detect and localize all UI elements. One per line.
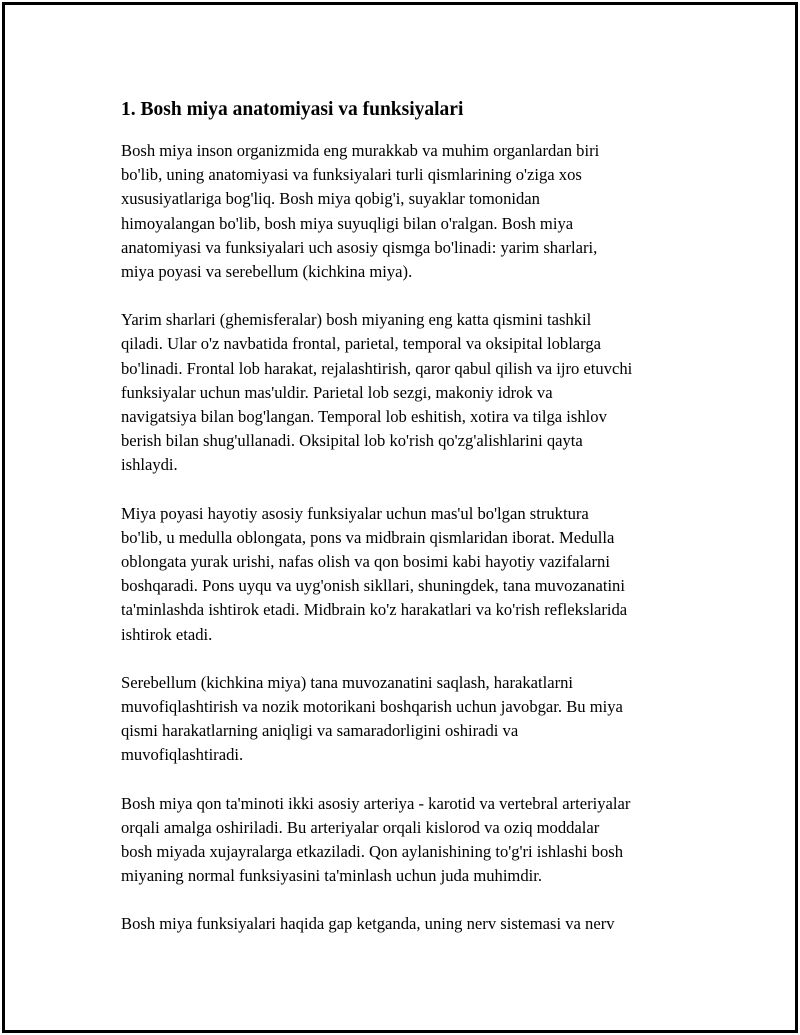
text-line: miyaning normal funksiyasini ta'minlash uchun juda muhimdir. <box>121 866 543 886</box>
text-line: anatomiyasi va funksiyalari uch asosiy qismga bo'linadi: yarim sharlari, <box>121 237 598 257</box>
text-line: Yarim sharlari (ghemisferalar) bosh miyaning eng katta qismini tashkil <box>121 310 592 330</box>
section-heading: 1. Bosh miya anatomiyasi va funksiyalari <box>121 99 464 120</box>
paragraph-blood-supply <box>121 792 701 889</box>
text-line: Bosh miya inson organizmida eng murakkab va muhim organlardan biri <box>121 141 600 160</box>
document-body <box>121 97 701 961</box>
text-line: muvofiqlashtirish va nozik motorikani boshqarish uchun javobgar. Bu miya <box>121 697 623 717</box>
text-line: muvofiqlashtiradi. <box>121 745 244 765</box>
text-line: Bosh miya qon ta'minoti ikki asosiy arteriya - karotid va vertebral arteriyalar <box>121 793 631 813</box>
text-line: boshqaradi. Pons uyqu va uyg'onish sikllari, shuningdek, tana muvozanatini <box>121 576 625 596</box>
text-line: qismi harakatlarning aniqligi va samaradorligini oshiradi va <box>121 721 519 741</box>
text-line: Serebellum (kichkina miya) tana muvozanatini saqlash, harakatlarni <box>121 672 574 692</box>
text-line: orqali amalga oshiriladi. Bu arteriyalar orqali kislorod va oziq moddalar <box>121 817 600 837</box>
text-line: bo'lib, uning anatomiyasi va funksiyalari turli qismlarining o'ziga xos <box>121 165 582 185</box>
paragraph-brainstem <box>121 502 701 647</box>
paragraph-intro <box>121 139 701 284</box>
text-line: oblongata yurak urishi, nafas olish va qon bosimi kabi hayotiy vazifalarni <box>121 552 610 572</box>
text-line: bo'lib, u medulla oblongata, pons va midbrain qismlaridan iborat. Medulla <box>121 527 615 547</box>
text-line: miya poyasi va serebellum (kichkina miya). <box>121 262 413 282</box>
text-line: berish bilan shug'ullanadi. Oksipital lob ko'rish qo'zg'alishlarini qayta <box>121 431 583 451</box>
text-line: ta'minlashda ishtirok etadi. Midbrain ko'z harakatlari va ko'rish reflekslarida <box>121 600 628 620</box>
text-line: bo'linadi. Frontal lob harakat, rejalashtirish, qaror qabul qilish va ijro etuvchi <box>121 358 633 378</box>
text-line: xususiyatlariga bog'liq. Bosh miya qobig'i, suyaklar tomonidan <box>121 189 540 209</box>
paragraph-hemispheres <box>121 308 701 477</box>
page-frame <box>2 2 798 1033</box>
text-line: funksiyalar uchun mas'uldir. Parietal lob sezgi, makoniy idrok va <box>121 382 553 402</box>
text-line: qiladi. Ular o'z navbatida frontal, parietal, temporal va oksipital loblarga <box>121 334 602 354</box>
text-line: ishlaydi. <box>121 455 178 475</box>
text-line: bosh miyada xujayralarga etkaziladi. Qon aylanishining to'g'ri ishlashi bosh <box>121 842 624 862</box>
paragraph-functions <box>121 912 701 936</box>
text-line: ishtirok etadi. <box>121 624 213 644</box>
text-line: Miya poyasi hayotiy asosiy funksiyalar uchun mas'ul bo'lgan struktura <box>121 503 589 523</box>
text-line: himoyalangan bo'lib, bosh miya suyuqligi bilan o'ralgan. Bosh miya <box>121 213 574 233</box>
text-line: Bosh miya funksiyalari haqida gap ketganda, uning nerv sistemasi va nerv <box>121 914 615 934</box>
paragraph-cerebellum <box>121 671 701 768</box>
text-line: navigatsiya bilan bog'langan. Temporal lob eshitish, xotira va tilga ishlov <box>121 407 607 427</box>
